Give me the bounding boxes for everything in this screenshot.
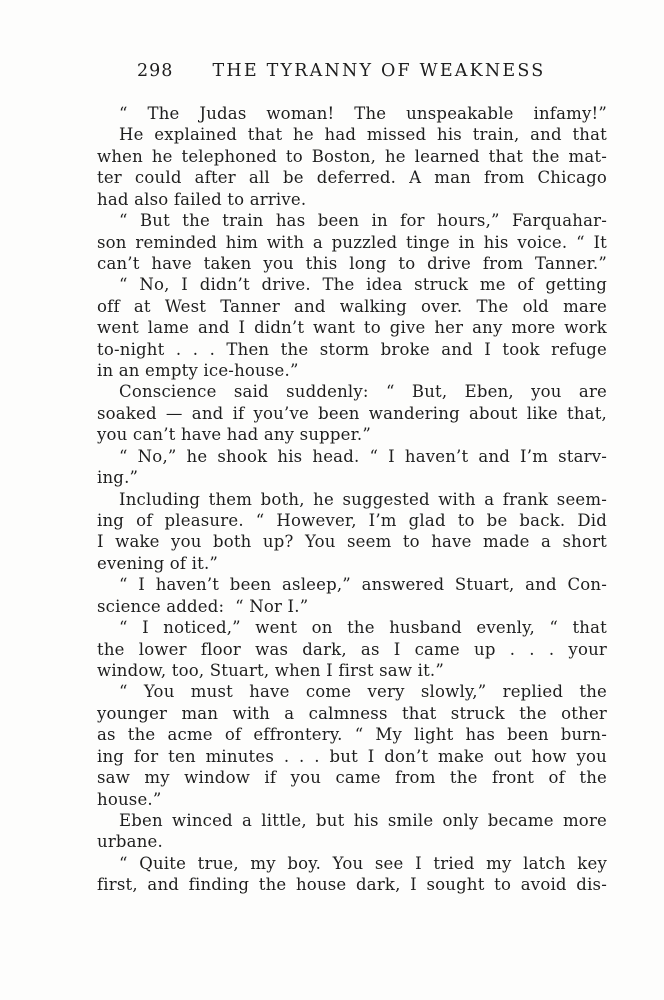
text-line: “ Quite true, my boy. You see I tried my latch key bbox=[119, 853, 607, 873]
text-line: saw my window if you came from the front of the bbox=[97, 768, 607, 788]
text-line: you can’t have had any supper.” bbox=[97, 425, 371, 445]
text-line: went lame and I didn’t want to give her any more work bbox=[97, 318, 607, 338]
text-line: ter could after all be deferred. A man from Chicago bbox=[97, 168, 607, 188]
text-line: younger man with a calmness that struck the other bbox=[97, 703, 607, 723]
text-line: in an empty ice-house.” bbox=[97, 361, 299, 381]
running-header bbox=[97, 61, 607, 83]
text-line: son reminded him with a puzzled tinge in his voice. “ It bbox=[97, 232, 607, 252]
page-number: 298 bbox=[137, 61, 174, 81]
text-line: ing for ten minutes . . . but I don’t make out how you bbox=[97, 746, 607, 766]
running-title: THE TYRANNY OF WEAKNESS bbox=[212, 61, 546, 81]
text-line: first, and finding the house dark, I sought to avoid dis- bbox=[97, 875, 607, 895]
page-text bbox=[97, 103, 607, 896]
text-line: science added: “ Nor I.” bbox=[97, 596, 309, 616]
text-line: window, too, Stuart, when I first saw it.” bbox=[97, 660, 444, 680]
text-line: house.” bbox=[97, 789, 162, 809]
text-line: ing.” bbox=[97, 468, 139, 488]
text-line: the lower floor was dark, as I came up . . . your bbox=[97, 639, 607, 659]
text-line: “ No,” he shook his head. “ I haven’t and I’m starv- bbox=[119, 446, 607, 466]
text-line: Including them both, he suggested with a frank seem- bbox=[119, 489, 607, 509]
text-line: can’t have taken you this long to drive from Tanner.” bbox=[97, 253, 607, 273]
text-line: Conscience said suddenly: “ But, Eben, you are bbox=[119, 382, 607, 402]
text-line: had also failed to arrive. bbox=[97, 189, 307, 209]
text-line: “ I noticed,” went on the husband evenly, “ that bbox=[119, 618, 607, 638]
text-line: Eben winced a little, but his smile only became more bbox=[119, 810, 607, 830]
text-line: I wake you both up? You seem to have made a short bbox=[97, 532, 607, 552]
text-line: “ But the train has been in for hours,” Farquahar- bbox=[119, 211, 607, 231]
text-line: “ I haven’t been asleep,” answered Stuart, and Con- bbox=[119, 575, 607, 595]
text-line: to-night . . . Then the storm broke and I took refuge bbox=[97, 339, 607, 359]
text-line: urbane. bbox=[97, 832, 163, 852]
text-line: “ You must have come very slowly,” replied the bbox=[119, 682, 607, 702]
text-line: “ The Judas woman! The unspeakable infamy!” bbox=[119, 104, 607, 123]
text-line: soaked — and if you’ve been wandering about like that, bbox=[97, 403, 607, 423]
text-line: as the acme of effrontery. “ My light has been burn- bbox=[97, 725, 607, 745]
text-line: evening of it.” bbox=[97, 553, 219, 573]
text-line: ing of pleasure. “ However, I’m glad to be back. Did bbox=[97, 511, 607, 531]
text-line: He explained that he had missed his train, and that bbox=[119, 125, 607, 145]
text-line: off at West Tanner and walking over. The old mare bbox=[97, 296, 607, 316]
text-line: “ No, I didn’t drive. The idea struck me of getting bbox=[119, 275, 607, 295]
text-line: when he telephoned to Boston, he learned that the mat- bbox=[97, 146, 607, 166]
